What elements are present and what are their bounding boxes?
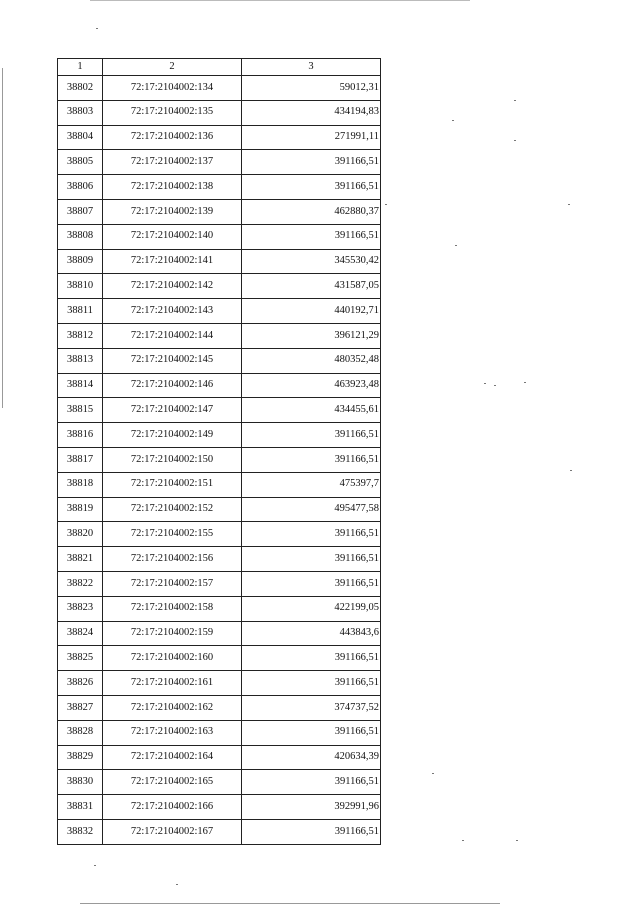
table-row — [58, 224, 381, 249]
value-cell: 431587,05 — [242, 274, 381, 299]
cadastral-number-cell: 72:17:2104002:144 — [103, 323, 242, 348]
row-number-cell: 38803 — [58, 100, 103, 125]
table-row — [58, 596, 381, 621]
column-header-3: 3 — [242, 59, 381, 76]
table-row — [58, 571, 381, 596]
cadastral-number-cell: 72:17:2104002:138 — [103, 175, 242, 200]
value-cell: 391166,51 — [242, 547, 381, 572]
row-number-cell: 38815 — [58, 398, 103, 423]
cadastral-number-cell: 72:17:2104002:160 — [103, 646, 242, 671]
cadastral-number-cell: 72:17:2104002:147 — [103, 398, 242, 423]
table-row — [58, 472, 381, 497]
value-cell: 422199,05 — [242, 596, 381, 621]
left-scan-edge — [2, 68, 3, 408]
cadastral-number-cell: 72:17:2104002:141 — [103, 249, 242, 274]
table-row — [58, 522, 381, 547]
table-row — [58, 76, 381, 101]
value-cell: 475397,7 — [242, 472, 381, 497]
row-number-cell: 38809 — [58, 249, 103, 274]
table-row — [58, 398, 381, 423]
table-row — [58, 621, 381, 646]
row-number-cell: 38816 — [58, 423, 103, 448]
table-body — [58, 76, 381, 845]
table-row — [58, 547, 381, 572]
row-number-cell: 38828 — [58, 720, 103, 745]
table-row — [58, 150, 381, 175]
value-cell: 396121,29 — [242, 323, 381, 348]
row-number-cell: 38812 — [58, 323, 103, 348]
row-number-cell: 38811 — [58, 299, 103, 324]
scan-speck — [570, 470, 572, 471]
column-header-2: 2 — [103, 59, 242, 76]
value-cell: 391166,51 — [242, 175, 381, 200]
value-cell: 495477,58 — [242, 497, 381, 522]
cadastral-number-cell: 72:17:2104002:164 — [103, 745, 242, 770]
row-number-cell: 38813 — [58, 348, 103, 373]
value-cell: 391166,51 — [242, 522, 381, 547]
table-row — [58, 175, 381, 200]
value-cell: 434194,83 — [242, 100, 381, 125]
row-number-cell: 38825 — [58, 646, 103, 671]
table-row — [58, 373, 381, 398]
value-cell: 391166,51 — [242, 646, 381, 671]
cadastral-number-cell: 72:17:2104002:156 — [103, 547, 242, 572]
cadastral-number-cell: 72:17:2104002:143 — [103, 299, 242, 324]
table-row — [58, 447, 381, 472]
table-row — [58, 274, 381, 299]
scan-speck — [494, 385, 496, 386]
cadastral-number-cell: 72:17:2104002:152 — [103, 497, 242, 522]
table-row — [58, 299, 381, 324]
cadastral-number-cell: 72:17:2104002:158 — [103, 596, 242, 621]
table-row — [58, 671, 381, 696]
cadastral-number-cell: 72:17:2104002:159 — [103, 621, 242, 646]
cadastral-number-cell: 72:17:2104002:155 — [103, 522, 242, 547]
data-table — [57, 58, 381, 845]
row-number-cell: 38808 — [58, 224, 103, 249]
table-row — [58, 819, 381, 844]
value-cell: 59012,31 — [242, 76, 381, 101]
scan-speck — [568, 204, 570, 205]
value-cell: 391166,51 — [242, 819, 381, 844]
row-number-cell: 38827 — [58, 695, 103, 720]
table-row — [58, 249, 381, 274]
row-number-cell: 38806 — [58, 175, 103, 200]
cadastral-number-cell: 72:17:2104002:146 — [103, 373, 242, 398]
cadastral-number-cell: 72:17:2104002:139 — [103, 199, 242, 224]
row-number-cell: 38804 — [58, 125, 103, 150]
value-cell: 345530,42 — [242, 249, 381, 274]
scan-speck — [516, 840, 518, 841]
scan-speck — [452, 120, 454, 121]
value-cell: 391166,51 — [242, 150, 381, 175]
row-number-cell: 38822 — [58, 571, 103, 596]
table-row — [58, 646, 381, 671]
top-scan-edge — [90, 0, 470, 1]
value-cell: 391166,51 — [242, 447, 381, 472]
value-cell: 392991,96 — [242, 795, 381, 820]
row-number-cell: 38810 — [58, 274, 103, 299]
cadastral-number-cell: 72:17:2104002:157 — [103, 571, 242, 596]
cadastral-number-cell: 72:17:2104002:136 — [103, 125, 242, 150]
column-header-1: 1 — [58, 59, 103, 76]
table-row — [58, 695, 381, 720]
scan-speck — [176, 884, 178, 885]
value-cell: 391166,51 — [242, 571, 381, 596]
row-number-cell: 38832 — [58, 819, 103, 844]
value-cell: 462880,37 — [242, 199, 381, 224]
scan-speck — [385, 204, 387, 205]
cadastral-number-cell: 72:17:2104002:137 — [103, 150, 242, 175]
row-number-cell: 38820 — [58, 522, 103, 547]
header-row — [58, 59, 381, 76]
scan-speck — [484, 383, 486, 384]
row-number-cell: 38830 — [58, 770, 103, 795]
table-row — [58, 745, 381, 770]
row-number-cell: 38831 — [58, 795, 103, 820]
cadastral-number-cell: 72:17:2104002:135 — [103, 100, 242, 125]
row-number-cell: 38802 — [58, 76, 103, 101]
scan-speck — [96, 28, 98, 29]
scan-speck — [462, 840, 464, 841]
row-number-cell: 38805 — [58, 150, 103, 175]
scan-speck — [514, 140, 516, 141]
scan-speck — [455, 245, 457, 246]
cadastral-number-cell: 72:17:2104002:163 — [103, 720, 242, 745]
value-cell: 391166,51 — [242, 770, 381, 795]
row-number-cell: 38826 — [58, 671, 103, 696]
value-cell: 391166,51 — [242, 423, 381, 448]
cadastral-number-cell: 72:17:2104002:149 — [103, 423, 242, 448]
row-number-cell: 38807 — [58, 199, 103, 224]
row-number-cell: 38821 — [58, 547, 103, 572]
scan-speck — [524, 382, 526, 383]
value-cell: 391166,51 — [242, 224, 381, 249]
cadastral-number-cell: 72:17:2104002:142 — [103, 274, 242, 299]
value-cell: 443843,6 — [242, 621, 381, 646]
row-number-cell: 38817 — [58, 447, 103, 472]
value-cell: 434455,61 — [242, 398, 381, 423]
row-number-cell: 38823 — [58, 596, 103, 621]
cadastral-number-cell: 72:17:2104002:150 — [103, 447, 242, 472]
table-row — [58, 795, 381, 820]
table-row — [58, 423, 381, 448]
value-cell: 391166,51 — [242, 720, 381, 745]
row-number-cell: 38818 — [58, 472, 103, 497]
value-cell: 420634,39 — [242, 745, 381, 770]
value-cell: 440192,71 — [242, 299, 381, 324]
row-number-cell: 38814 — [58, 373, 103, 398]
row-number-cell: 38819 — [58, 497, 103, 522]
cadastral-number-cell: 72:17:2104002:161 — [103, 671, 242, 696]
table-header — [58, 59, 381, 76]
cadastral-number-cell: 72:17:2104002:140 — [103, 224, 242, 249]
table-row — [58, 720, 381, 745]
table-row — [58, 100, 381, 125]
scan-speck — [514, 100, 516, 101]
table-row — [58, 125, 381, 150]
value-cell: 374737,52 — [242, 695, 381, 720]
table-row — [58, 497, 381, 522]
scan-speck — [94, 865, 96, 866]
table-row — [58, 199, 381, 224]
scan-speck — [432, 773, 434, 774]
cadastral-number-cell: 72:17:2104002:165 — [103, 770, 242, 795]
cadastral-number-cell: 72:17:2104002:134 — [103, 76, 242, 101]
bottom-scan-edge — [80, 903, 500, 904]
cadastral-number-cell: 72:17:2104002:166 — [103, 795, 242, 820]
cadastral-number-cell: 72:17:2104002:151 — [103, 472, 242, 497]
value-cell: 271991,11 — [242, 125, 381, 150]
cadastral-number-cell: 72:17:2104002:167 — [103, 819, 242, 844]
row-number-cell: 38824 — [58, 621, 103, 646]
cadastral-number-cell: 72:17:2104002:162 — [103, 695, 242, 720]
value-cell: 480352,48 — [242, 348, 381, 373]
value-cell: 463923,48 — [242, 373, 381, 398]
table-row — [58, 348, 381, 373]
cadastral-number-cell: 72:17:2104002:145 — [103, 348, 242, 373]
row-number-cell: 38829 — [58, 745, 103, 770]
value-cell: 391166,51 — [242, 671, 381, 696]
table-row — [58, 770, 381, 795]
table-row — [58, 323, 381, 348]
